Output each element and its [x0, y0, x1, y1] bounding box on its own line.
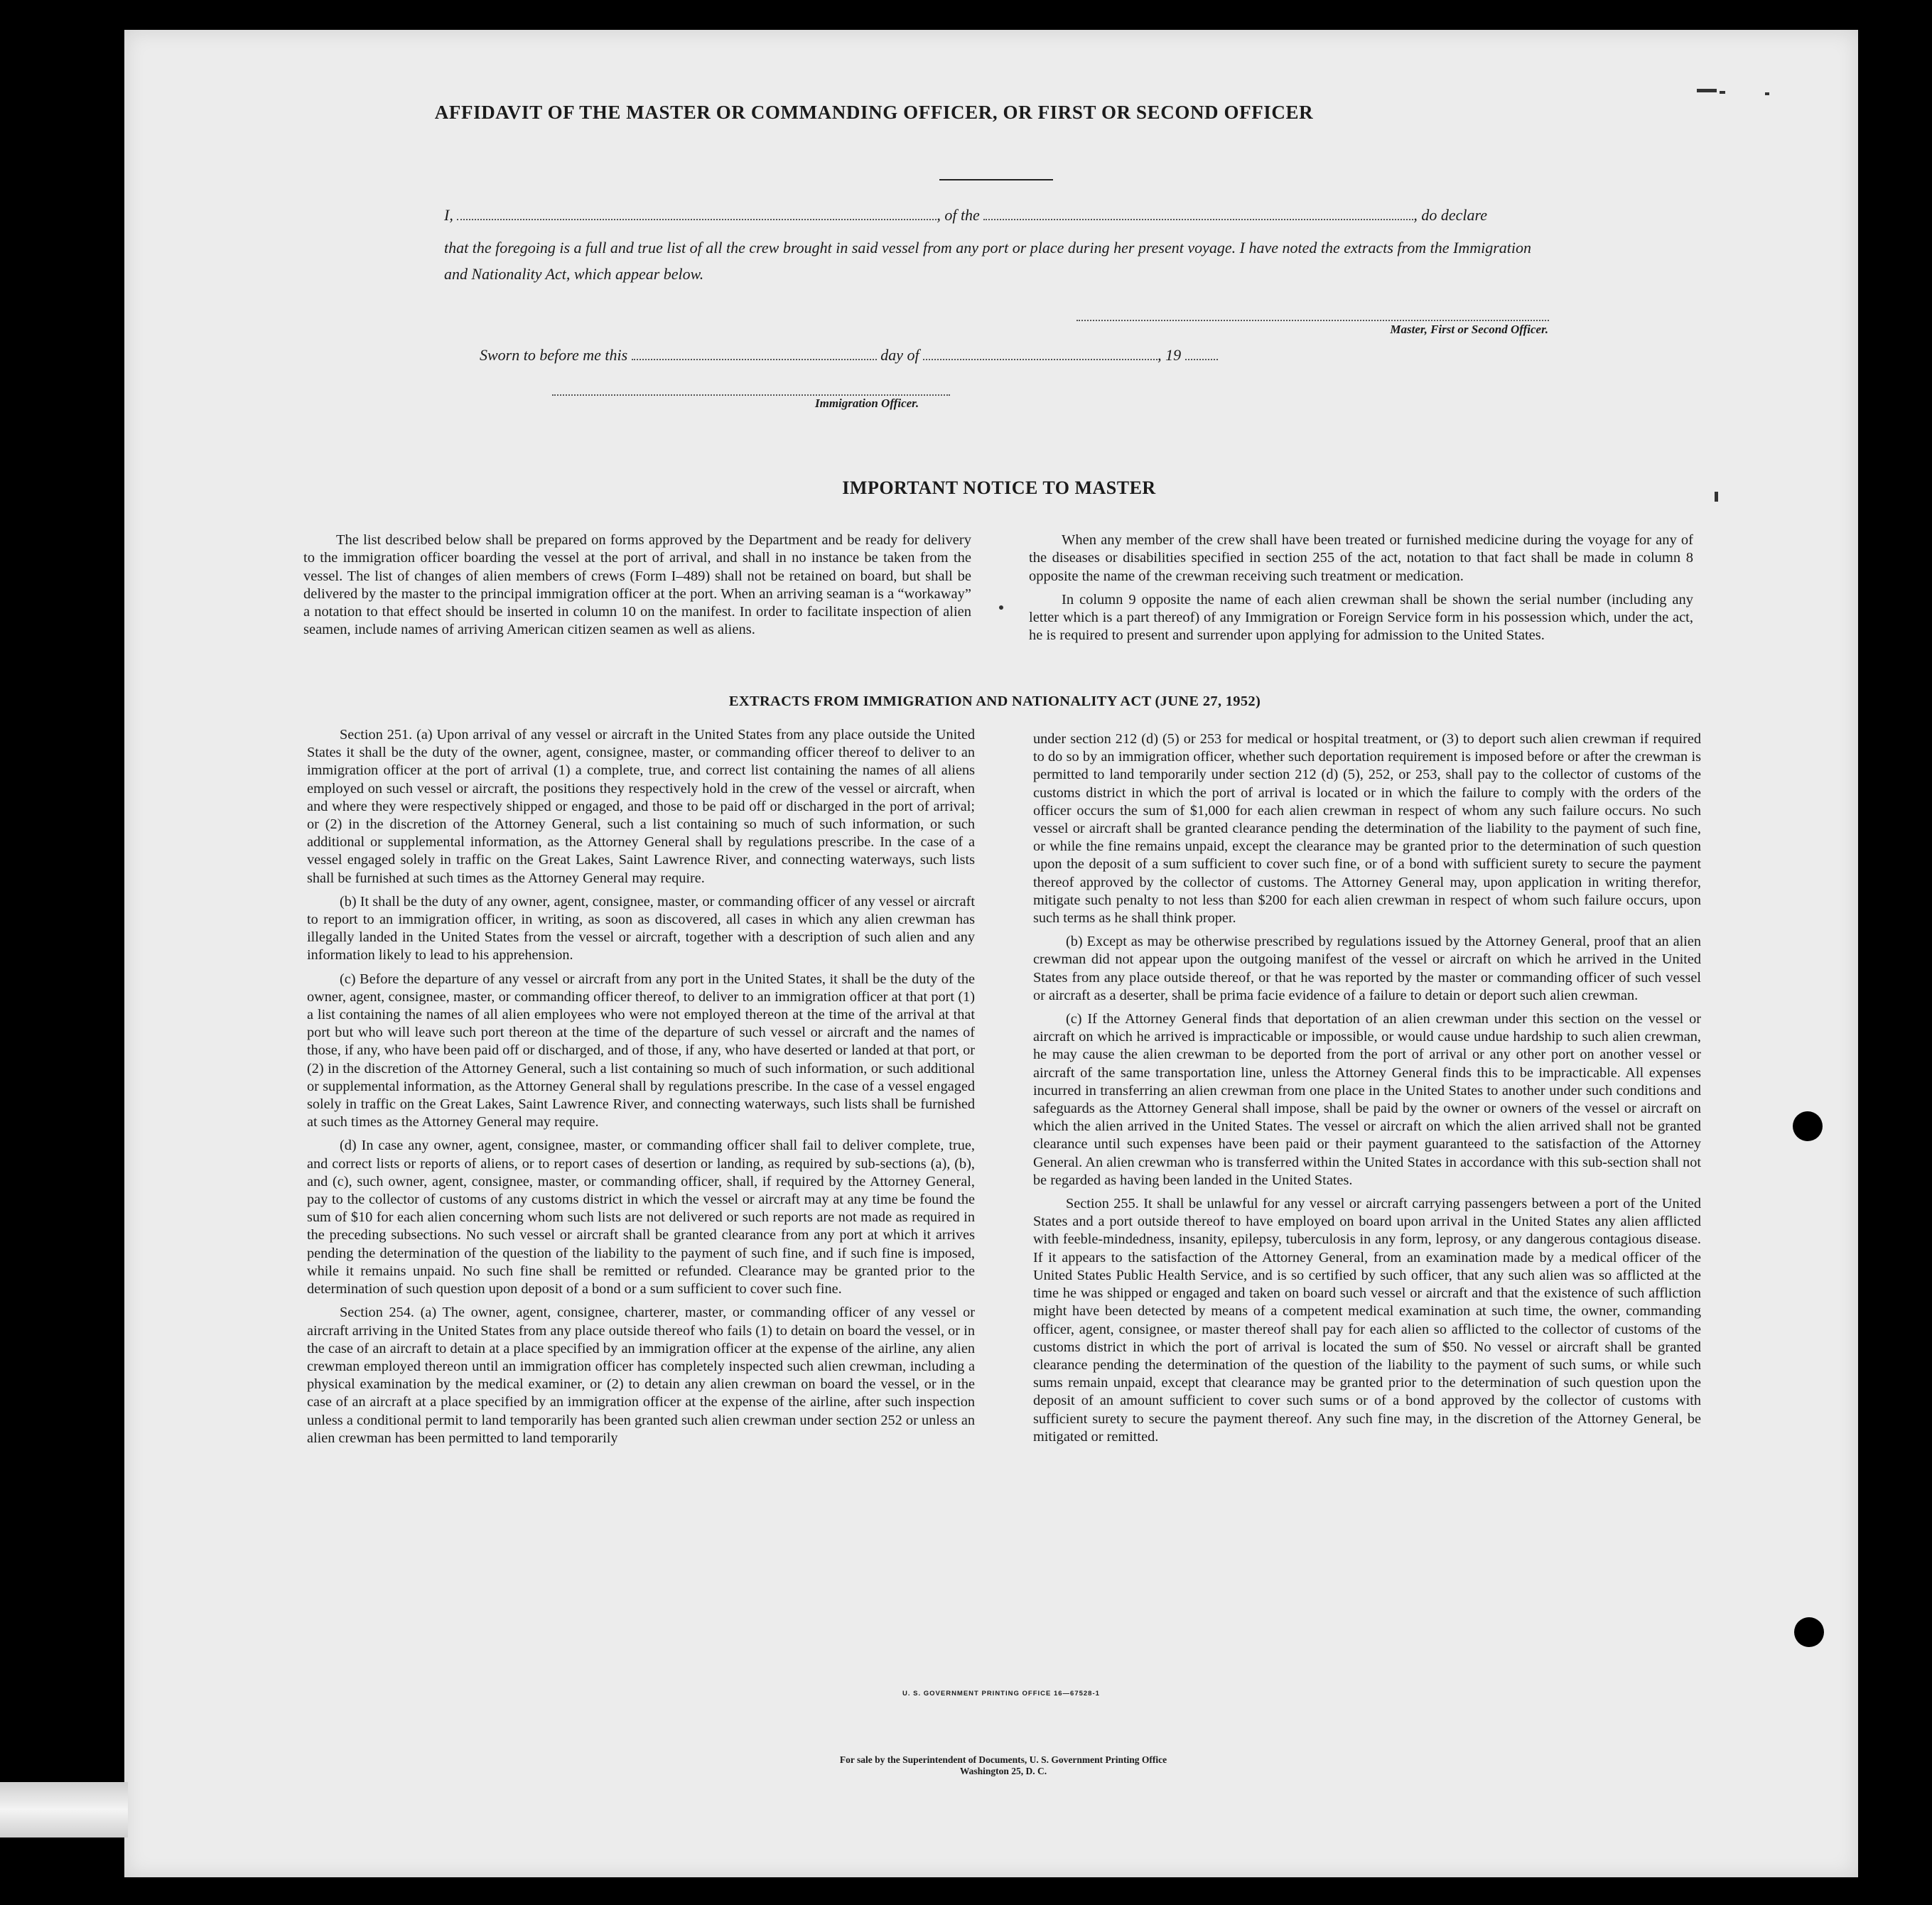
immigration-officer-label: Immigration Officer.	[815, 396, 919, 410]
sworn-month-field[interactable]	[923, 358, 1157, 360]
law-paragraph: (c) If the Attorney General finds that deportation of an alien crewman under this section on the vessel or aircraft on which he arrived is impracticable or impossible, or would cause undue hardship to such alien crewman, he may cause the alien crewman to be deported from the port of arrival or any other port on another vessel or aircraft of the same transportation line, unless the Attorney General finds this to be impracticable. All expenses incurred in transferring an alien crewman from one place in the United States to another under such conditions and safeguards as the Attorney General shall impose, shall be paid by the owner or owners of the vessel or aircraft on which the alien arrived in the United States. The vessel or aircraft on which the alien arrived shall not be granted clearance until such expenses have been paid or their payment guaranteed to the satisfaction of the Attorney General. An alien crewman who is transferred within the United States in accordance with this sub-section shall not be regarded as having been landed in the United States.	[1033, 1011, 1701, 1188]
punch-hole	[1794, 1617, 1824, 1647]
declaration-text: that the foregoing is a full and true list of all the crew brought in said vessel from any port or place during her present voyage. I have noted the extracts from the Immigration and Nationality Act, which appear below.	[444, 239, 1532, 283]
sale-line-1: For sale by the Superintendent of Documents, U. S. Government Printing Office	[839, 1754, 1167, 1765]
notice-title: IMPORTANT NOTICE TO MASTER	[842, 477, 1156, 498]
notice-right-column	[1029, 531, 1693, 651]
master-signature-label: Master, First or Second Officer.	[1390, 323, 1548, 336]
notice-left-column	[303, 531, 971, 645]
law-paragraph: (b) Except as may be otherwise prescribed by regulations issued by the Attorney General, proof that an alien crewman did not appear upon the outgoing manifest of the vessel or aircraft on which he arrived in the United States from any place outside thereof, or that he was reported by the master or commanding officer of such vessel or aircraft as a deserter, shall be prima facie evidence of a failure to detain or deport such alien crewman.	[1033, 934, 1701, 1003]
declaration-line	[444, 206, 1487, 225]
master-signature-field[interactable]	[1076, 320, 1549, 321]
scan-speck	[999, 605, 1003, 610]
scan-speck	[1697, 89, 1717, 92]
extracts-left-column	[307, 726, 975, 1453]
sworn-day-field[interactable]	[632, 358, 877, 360]
scan-edge-strip	[0, 1782, 128, 1837]
law-paragraph: (b) It shall be the duty of any owner, agent, consignee, master, or commanding officer of any vessel or aircraft to report to an immigration officer, in writing, as soon as discovered, all cases in which any alien crewman has illegally landed in the United States from the vessel or aircraft, together with a description of such alien and any information likely to lead to his apprehension.	[307, 893, 975, 964]
notice-paragraph: When any member of the crew shall have been treated or furnished medicine during the voyage for any of the diseases or disabilities specified in section 255 of the act, notation to that fact shall be made in column 8 opposite the name of the crewman receiving such treatment or medication.	[1029, 532, 1693, 584]
law-paragraph: under section 212 (d) (5) or 253 for medical or hospital treatment, or (3) to deport such alien crewman if required to do so by an immigration officer, whether such deportation requirement is imposed before or after the crewman is permitted to land temporarily under section 212 (d) (5), 252, or 253, shall pay to the collector of customs of the customs district in which the port of arrival is located or in which the failure to comply with the orders of the officer occurs the sum of $1,000 for each alien crewman in respect of whom any such failure occurs. No such vessel or aircraft shall be granted clearance pending the determination of the liability to the payment of such fine, or while the fine remains unpaid, except the clearance may be granted prior to the determination of such question upon the deposit of a sum sufficient to cover such fine, or of a bond with sufficient surety to secure the payment thereof approved by the collector of customs. The Attorney General may, upon application in writing therefor, mitigate such penalty to not less than $200 for each alien crewman in respect of whom such failure occurs, upon such terms as he shall think proper.	[1033, 731, 1701, 927]
of-the-label: , of the	[937, 206, 980, 224]
do-declare-label: , do declare	[1413, 206, 1487, 224]
scan-speck	[1720, 91, 1725, 94]
punch-hole	[1793, 1111, 1823, 1141]
scan-speck	[1715, 492, 1718, 502]
notice-paragraph: In column 9 opposite the name of each alien crewman shall be shown the serial number (including any letter which is a part thereof) of any Immigration or Foreign Service form in his possession which, under the act, he is required to present and surrender upon applying for admission to the United States.	[1029, 591, 1693, 644]
law-paragraph: (c) Before the departure of any vessel or aircraft from any port in the United States, it shall be the duty of the owner, agent, consignee, master, or commanding officer thereof, to deliver to an immigration officer at that port (1) a list containing the names of all alien employees who were not employed thereon at the time of the arrival at that port but who will leave such port thereon at the time of the departure of such vessel or aircraft and the names of those, if any, who have been paid off or discharged, and of those, if any, who have deserted or landed at that port, or (2) in the discretion of the Attorney General, such a list containing so much of such information, or such additional or supplemental information, as the Attorney General shall by regulations prescribe. In the case of a vessel engaged solely in traffic on the Great Lakes, Saint Lawrence River, and connecting waterways, such lists shall be furnished at such times as the Attorney General may require.	[307, 971, 975, 1130]
name-field[interactable]	[457, 218, 937, 220]
law-paragraph: Section 251. (a) Upon arrival of any vessel or aircraft in the United States from any place outside the United States it shall be the duty of the owner, agent, consignee, master, or commanding officer thereof to deliver to an immigration officer at the port of arrival (1) a complete, true, and correct list containing the names of all aliens employed on such vessel or aircraft, the positions they respectively hold in the crew of the vessel or aircraft, when and where they were respectively shipped or engaged, and those to be paid off or discharged in the port of arrival; or (2) in the discretion of the Attorney General, such a list containing so much of such information, or such additional or supplemental information, as the Attorney General shall by regulations prescribe. In the case of a vessel engaged solely in traffic on the Great Lakes, Saint Lawrence River, and connecting waterways, such lists shall be furnished at such times as the Attorney General may require.	[307, 727, 975, 886]
title-rule	[939, 179, 1053, 180]
sworn-label: Sworn to before me this	[480, 346, 628, 364]
extracts-title: EXTRACTS FROM IMMIGRATION AND NATIONALITY ACT (JUNE 27, 1952)	[728, 694, 1261, 709]
gpo-imprint: U. S. GOVERNMENT PRINTING OFFICE 16—67528-1	[902, 1690, 1100, 1698]
sale-line-2: Washington 25, D. C.	[959, 1766, 1047, 1776]
immigration-officer-signature-field[interactable]	[552, 394, 950, 396]
day-of-label: day of	[880, 346, 919, 364]
year-label: , 19	[1157, 346, 1182, 364]
sworn-line	[480, 346, 1218, 365]
sale-notice	[0, 1754, 1932, 1777]
law-paragraph: (d) In case any owner, agent, consignee, master, or commanding officer shall fail to deliver complete, true, and correct lists or reports of aliens, or to report cases of desertion or landing, as required by sub-sections (a), (b), and (c), such owner, agent, consignee, master, or commanding officer, shall, if required by the Attorney General, pay to the collector of customs of any customs district in which the vessel or aircraft may at any time be found the sum of $10 for each alien concerning whom such lists are not delivered or such reports are not made as required in the preceding subsections. No such vessel or aircraft shall be granted clearance from any port at which it arrives pending the determination of the question of the liability to the payment of such fine, and if such fine is imposed, while it remains unpaid. No such fine shall be remitted or refunded. Clearance may be granted prior to the determination of such question upon deposit of a bond or a sum sufficient to cover such fine.	[307, 1138, 975, 1297]
notice-paragraph: The list described below shall be prepared on forms approved by the Department and be ready for delivery to the immigration officer boarding the vessel at the port of arrival, and shall in no instance be taken from the vessel. The list of changes of alien members of crews (Form I–489) shall not be retained on board, but shall be delivered by the master to the principal immigration officer at the port. When an arriving seaman is a “workaway” a notation to that effect should be inserted in column 10 on the manifest. In order to facilitate inspection of alien seamen, include names of arriving American citizen seamen as well as aliens.	[303, 532, 971, 638]
law-paragraph: Section 255. It shall be unlawful for any vessel or aircraft carrying passengers between a port of the United States and a port outside thereof to have employed on board upon arrival in the United States any alien afflicted with feeble-mindedness, insanity, epilepsy, tuberculosis in any form, leprosy, or any dangerous contagious disease. If it appears to the satisfaction of the Attorney General, from an examination made by a medical officer of the United States Public Health Service, and is so certified by such officer, that any such alien was so afflicted at the time he was shipped or engaged and taken on board such vessel or aircraft and that the existence of such affliction might have been detected by means of a competent medical examination at such time, the owner, commanding officer, agent, consignee, or master thereof shall pay for each alien so afflicted to the collector of customs of the customs district in which the port of arrival is located the sum of $50. No vessel or aircraft shall be granted clearance pending the determination of the question of the liability to the payment of such sums, or while such sums remain unpaid, except that clearance may be granted prior to the determination of such question upon the deposit of an amount sufficient to cover such sums or of a bond approved by the collector of customs with sufficient surety to secure the payment thereof. Any such fine may, in the discretion of the Attorney General, be mitigated or remitted.	[1033, 1196, 1701, 1445]
scan-speck	[1765, 92, 1769, 95]
affidavit-title: AFFIDAVIT OF THE MASTER OR COMMANDING OFFICER, OR FIRST OR SECOND OFFICER	[434, 102, 1314, 123]
vessel-field[interactable]	[983, 218, 1413, 220]
law-paragraph: Section 254. (a) The owner, agent, consignee, charterer, master, or commanding officer of any vessel or aircraft arriving in the United States from any place outside thereof who fails (1) to detain on board the vessel, or in the case of an aircraft to detain at a place specified by an immigration officer at the expense of the airline, any alien crewman employed thereon until an immigration officer has completely inspected such alien crewman, including a physical examination by the medical examiner, or (2) to detain any alien crewman on board the vessel, or in the case of an aircraft at a place specified by an immigration officer at the expense of the airline, after such inspection unless a conditional permit to land temporarily has been granted such alien crewman under section 252 or unless an alien crewman has been permitted to land temporarily	[307, 1305, 975, 1446]
i-label: I,	[444, 206, 453, 224]
sworn-year-field[interactable]	[1185, 358, 1218, 360]
extracts-right-column	[1033, 730, 1701, 1452]
